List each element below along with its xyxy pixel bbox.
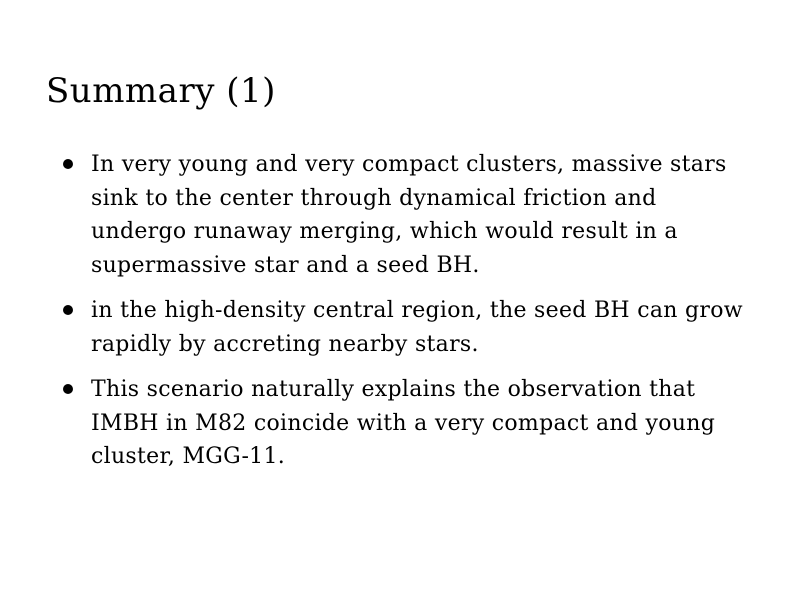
bullet-dot-icon [63, 384, 73, 394]
bullet-item [0, 373, 751, 474]
bullet-text: In very young and very compact clusters, massive stars sink to the center through dynamical friction and undergo runaway merging, which would result in a supermassive star and a seed BH. [91, 152, 727, 278]
bullet-text: This scenario naturally explains the observation that IMBH in M82 coincide with a very compact and young cluster, MGG-11. [91, 377, 716, 469]
bullet-item [0, 294, 751, 361]
bullet-item [0, 148, 751, 282]
bullet-dot-icon [63, 305, 73, 315]
slide-title: Summary (1) [46, 71, 276, 111]
bullet-dot-icon [63, 159, 73, 169]
bullet-text: in the high-density central region, the seed BH can grow rapidly by accreting nearby stars. [91, 298, 743, 357]
bullet-list [0, 148, 800, 486]
